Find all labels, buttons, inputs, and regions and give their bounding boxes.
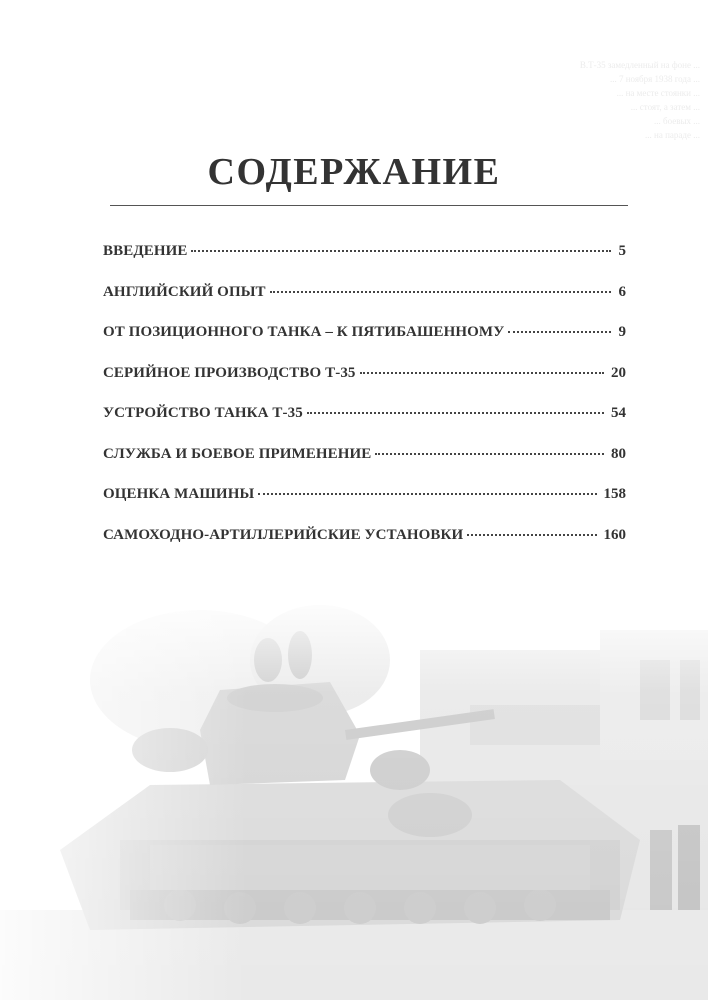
toc-entry[interactable] [103, 243, 626, 284]
toc-entry-page: 20 [611, 364, 626, 381]
show-through-line: ... 7 ноября 1938 года ... [609, 74, 700, 84]
toc-entry[interactable] [103, 446, 626, 487]
dot-leader [307, 412, 604, 414]
dot-leader [270, 291, 611, 293]
toc-entry-title: СЕРИЙНОЕ ПРОИЗВОДСТВО Т-35 [103, 364, 356, 381]
toc-entry-title: ВВЕДЕНИЕ [103, 243, 188, 259]
show-through-line: ... стоят, а затем ... [630, 102, 700, 112]
toc-entry[interactable] [103, 486, 626, 527]
toc-entry-title: САМОХОДНО-АРТИЛЛЕРИЙСКИЕ УСТАНОВКИ [103, 526, 464, 543]
dot-leader [508, 331, 611, 333]
toc-entry-page: 5 [618, 243, 626, 259]
toc-entry[interactable] [103, 284, 626, 325]
tank-photo-illustration [0, 590, 708, 1000]
dot-leader [375, 453, 604, 455]
dot-leader [467, 534, 596, 536]
show-through-text [470, 58, 700, 142]
toc-entry-page: 54 [611, 405, 626, 421]
toc-entry-title: ОТ ПОЗИЦИОННОГО ТАНКА – К ПЯТИБАШЕННОМУ [103, 324, 505, 340]
table-of-contents [103, 243, 626, 567]
show-through-line: ... на месте стоянки ... [616, 88, 700, 98]
toc-entry-title: АНГЛИЙСКИЙ ОПЫТ [103, 283, 266, 300]
toc-entry-page: 160 [603, 526, 626, 543]
toc-entry-title: СЛУЖБА И БОЕВОЕ ПРИМЕНЕНИЕ [103, 445, 372, 462]
toc-entry-page: 6 [618, 283, 626, 300]
background-tank-photo [0, 590, 708, 1000]
dot-leader [191, 250, 611, 252]
toc-entry-title: ОЦЕНКА МАШИНЫ [103, 486, 255, 502]
toc-entry-title: УСТРОЙСТВО ТАНКА Т-35 [103, 405, 303, 421]
toc-entry-page: 158 [603, 486, 626, 502]
dot-leader [360, 372, 604, 374]
toc-entry[interactable] [103, 405, 626, 446]
show-through-line: В.Т-35 замедленный на фоне ... [579, 60, 700, 70]
title-underline [110, 205, 628, 206]
dot-leader [258, 493, 596, 495]
toc-entry[interactable] [103, 324, 626, 365]
page-title: СОДЕРЖАНИЕ [207, 151, 501, 193]
show-through-line: ... боевых ... [654, 116, 700, 126]
toc-entry[interactable] [103, 527, 626, 568]
toc-entry-page: 80 [611, 445, 626, 462]
show-through-line: ... на параде ... [645, 130, 700, 140]
toc-entry[interactable] [103, 365, 626, 406]
toc-entry-page: 9 [618, 324, 626, 340]
